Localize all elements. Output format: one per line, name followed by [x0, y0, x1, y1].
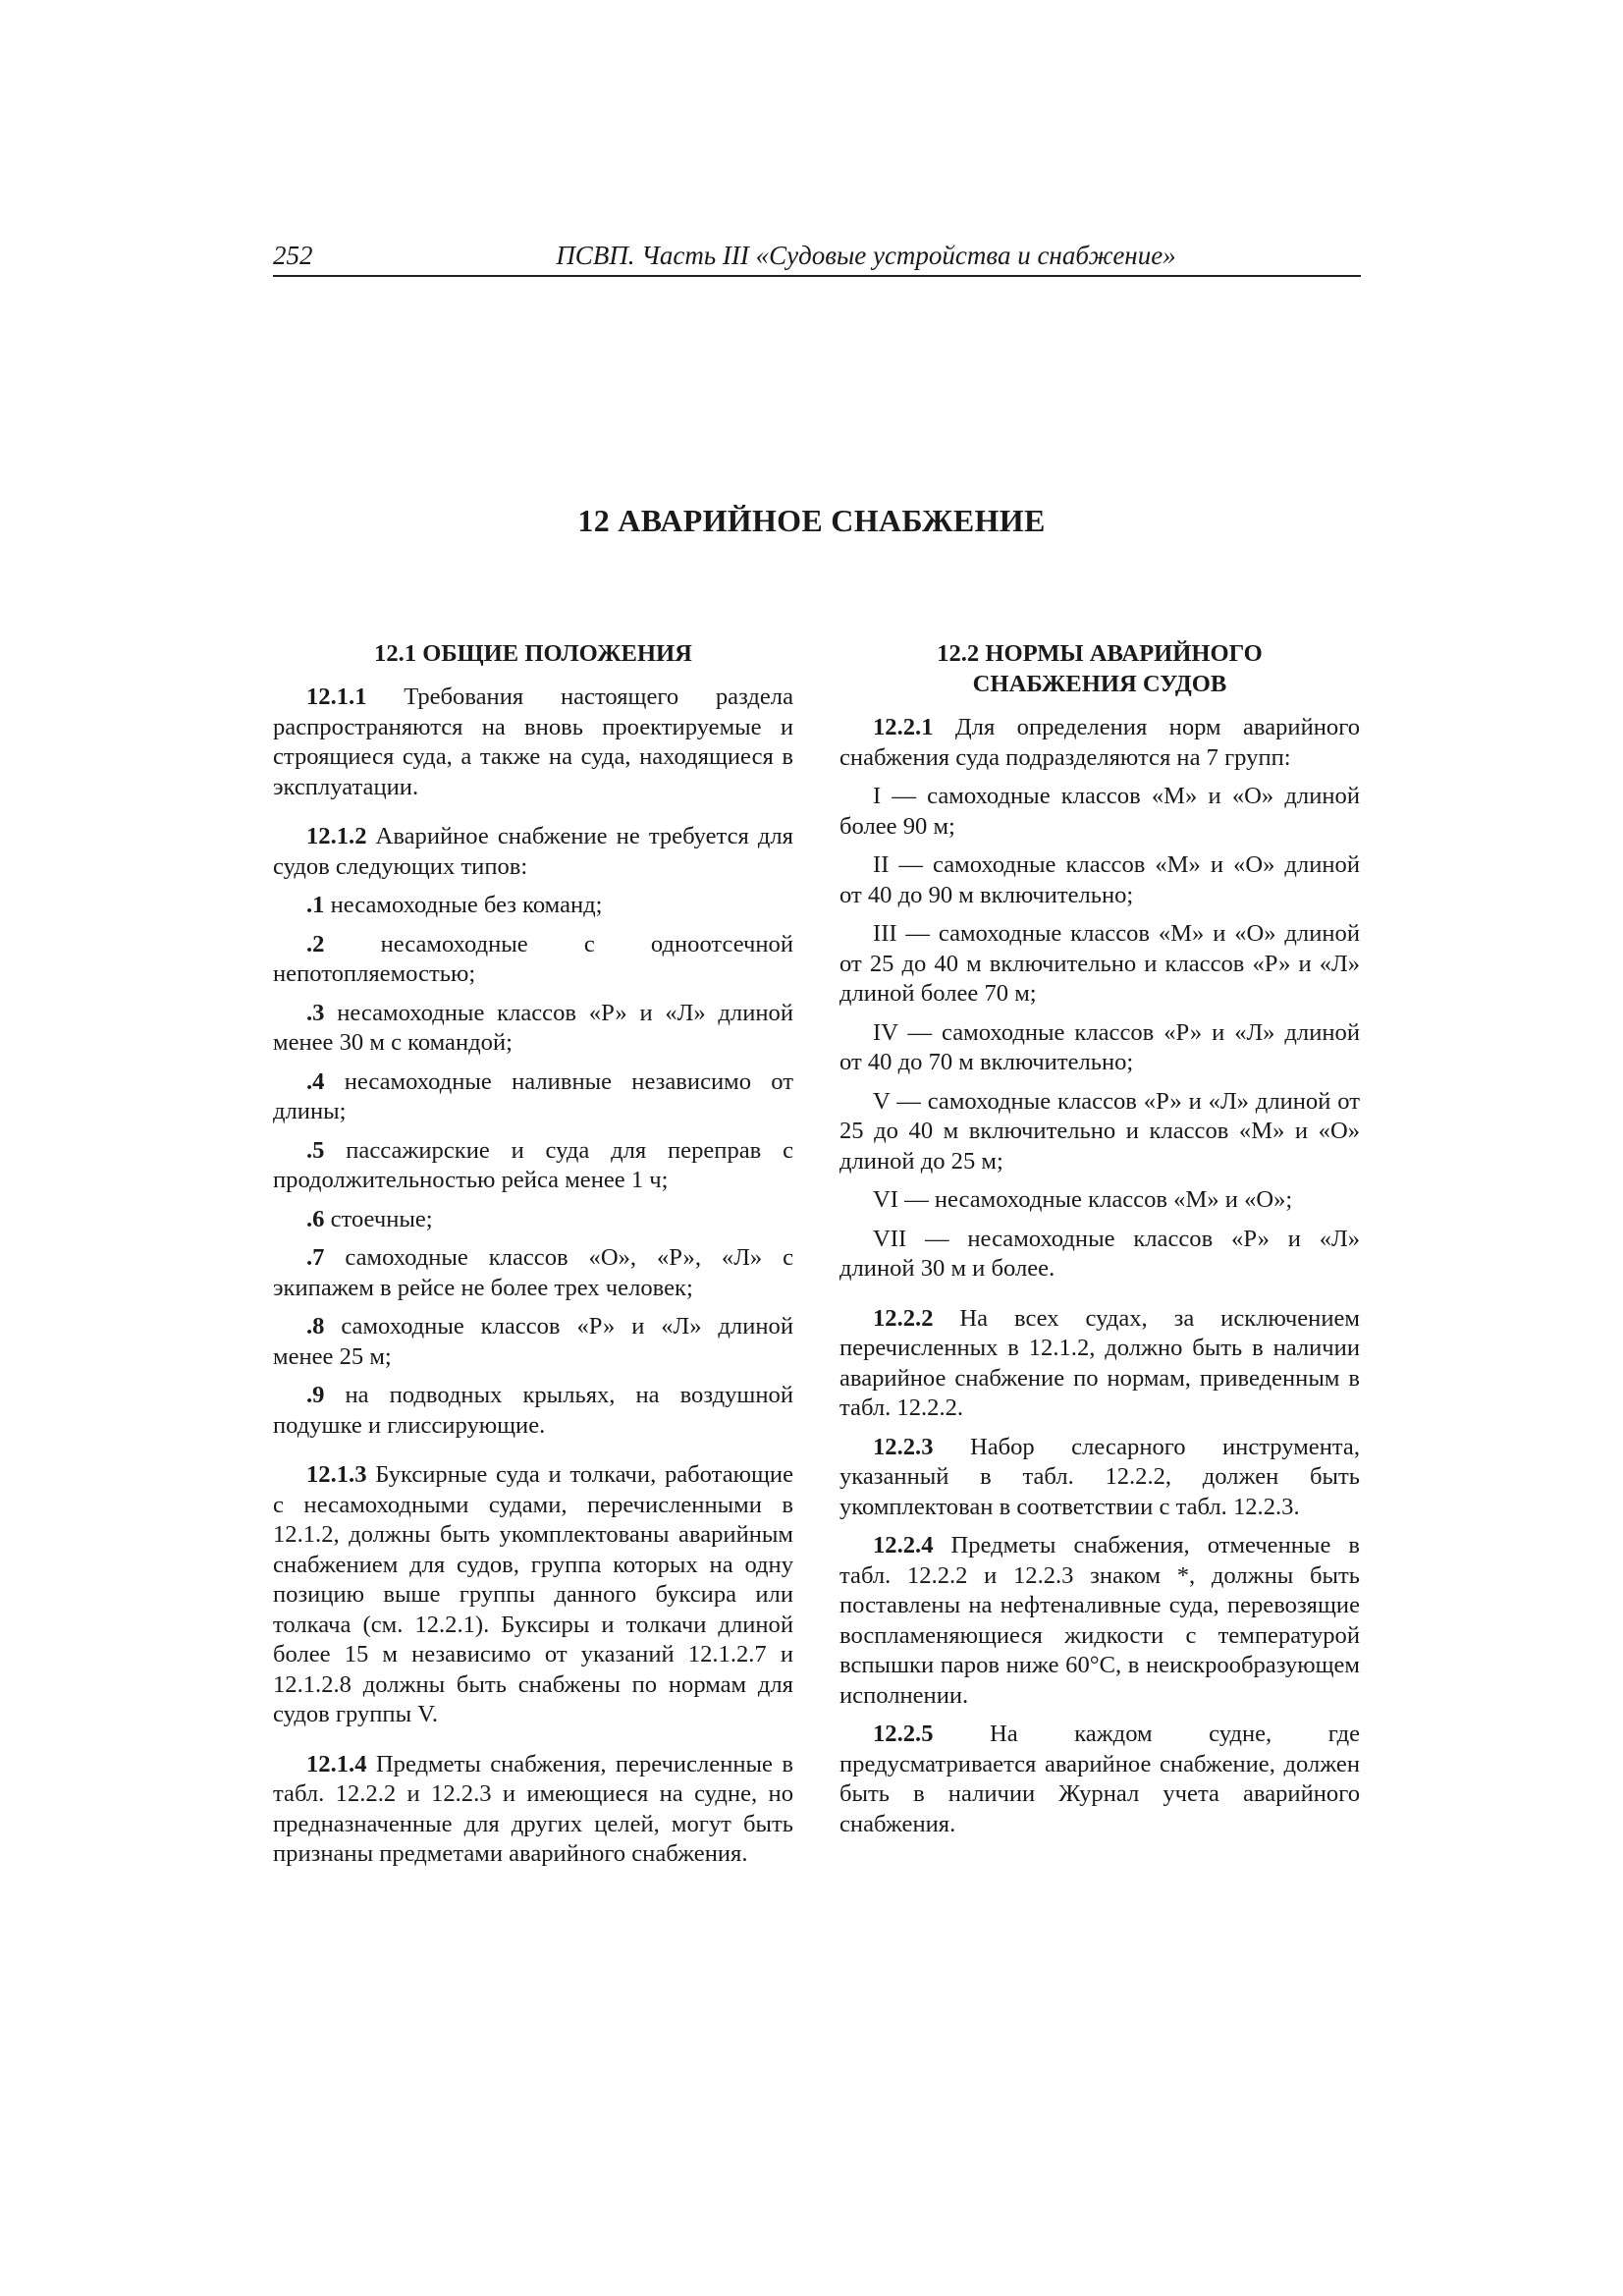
list-item-3: .3 несамоходные классов «Р» и «Л» длиной менее 30 м с командой; — [273, 999, 793, 1056]
section-title-12-2 — [839, 638, 1360, 699]
group-vi: VI — несамоходные классов «М» и «О»; — [873, 1186, 1293, 1213]
running-header-title: ПСВП. Часть III «Судовые устройства и снабжение» — [556, 241, 1176, 270]
paragraph-12-2-1: 12.2.1 Для определения норм аварийного снабжения суда подразделяются на 7 групп: — [839, 714, 1360, 771]
paragraph-12-2-5: 12.2.5 На каждом судне, где предусматривается аварийное снабжение, должен быть в наличии Журнал учета аварийного снабжения. — [839, 1721, 1360, 1837]
paragraph-12-1-2: 12.1.2 Аварийное снабжение не требуется для судов следующих типов: — [273, 823, 793, 880]
list-item-7: .7 самоходные классов «О», «Р», «Л» с экипажем в рейсе не более трех человек; — [273, 1244, 793, 1301]
group-v: V — самоходные классов «Р» и «Л» длиной от 25 до 40 м включительно и классов «М» и «О» длиной до 25 м; — [839, 1087, 1360, 1175]
paragraph-12-1-4: 12.1.4 Предметы снабжения, перечисленные в табл. 12.2.2 и 12.2.3 и имеющиеся на судне, но предназначенные для других целей, могут быть признаны предметами аварийного снабжения. — [273, 1750, 793, 1867]
chapter-title: 12 АВАРИЙНОЕ СНАБЖЕНИЕ — [577, 503, 1046, 538]
section-title-12-2-line1: 12.2 НОРМЫ АВАРИЙНОГО — [937, 640, 1263, 667]
list-item-8: .8 самоходные классов «Р» и «Л» длиной менее 25 м; — [273, 1313, 793, 1370]
paragraph-12-1-3: 12.1.3 Буксирные суда и толкачи, работающие с несамоходными судами, перечисленными в 12.1.2, должны быть укомплектованы аварийным снабжением для судов, группа которых на одну позицию выше группы данного буксира или толкача (см. 12.2.1). Буксиры и толкачи длиной более 15 м независимо от указаний 12.1.2.7 и 12.1.2.8 должны быть снабжены по нормам для судов группы V. — [273, 1461, 793, 1727]
right-column — [839, 638, 1360, 1848]
group-i: I — самоходные классов «М» и «О» длиной более 90 м; — [839, 783, 1360, 840]
page-number: 252 — [273, 241, 313, 270]
list-item-2: .2 несамоходные с одноотсечной непотопляемостью; — [273, 930, 793, 987]
group-vii: VII — несамоходные классов «Р» и «Л» длиной 30 м и более. — [839, 1225, 1360, 1282]
list-item-1: .1 несамоходные без команд; — [306, 892, 603, 918]
section-title-12-1: 12.1 ОБЩИЕ ПОЛОЖЕНИЯ — [374, 640, 692, 667]
list-item-9: .9 на подводных крыльях, на воздушной подушке и глиссирующие. — [273, 1382, 793, 1439]
group-ii: II — самоходные классов «М» и «О» длиной от 40 до 90 м включительно; — [839, 851, 1360, 908]
paragraph-12-2-2: 12.2.2 На всех судах, за исключением перечисленных в 12.1.2, должно быть в наличии аварийное снабжение по нормам, приведенным в табл. 12.2.2. — [839, 1304, 1360, 1421]
list-item-4: .4 несамоходные наливные независимо от длины; — [273, 1067, 793, 1124]
group-iii: III — самоходные классов «М» и «О» длиной от 25 до 40 м включительно и классов «Р» и «Л» длиной более 70 м; — [839, 920, 1360, 1007]
left-column — [273, 638, 793, 1879]
list-item-6: .6 стоечные; — [306, 1205, 433, 1232]
group-iv: IV — самоходные классов «Р» и «Л» длиной от 40 до 70 м включительно; — [839, 1018, 1360, 1075]
paragraph-12-2-4: 12.2.4 Предметы снабжения, отмеченные в табл. 12.2.2 и 12.2.3 знаком *, должны быть поставлены на нефтеналивные суда, перевозящие воспламеняющиеся жидкости с температурой вспышки паров ниже 60°С, в неискрообразующем исполнении. — [839, 1532, 1360, 1709]
paragraph-12-1-1: 12.1.1 Требования настоящего раздела распространяются на вновь проектируемые и строящиеся суда, а также на суда, находящиеся в эксплуатации. — [273, 683, 793, 800]
section-title-12-2-line2: СНАБЖЕНИЯ СУДОВ — [972, 671, 1227, 697]
paragraph-12-2-3: 12.2.3 Набор слесарного инструмента, указанный в табл. 12.2.2, должен быть укомплектован в соответствии с табл. 12.2.3. — [839, 1433, 1360, 1520]
list-item-5: .5 пассажирские и суда для переправ с продолжительностью рейса менее 1 ч; — [273, 1136, 793, 1193]
running-header — [273, 236, 1361, 277]
